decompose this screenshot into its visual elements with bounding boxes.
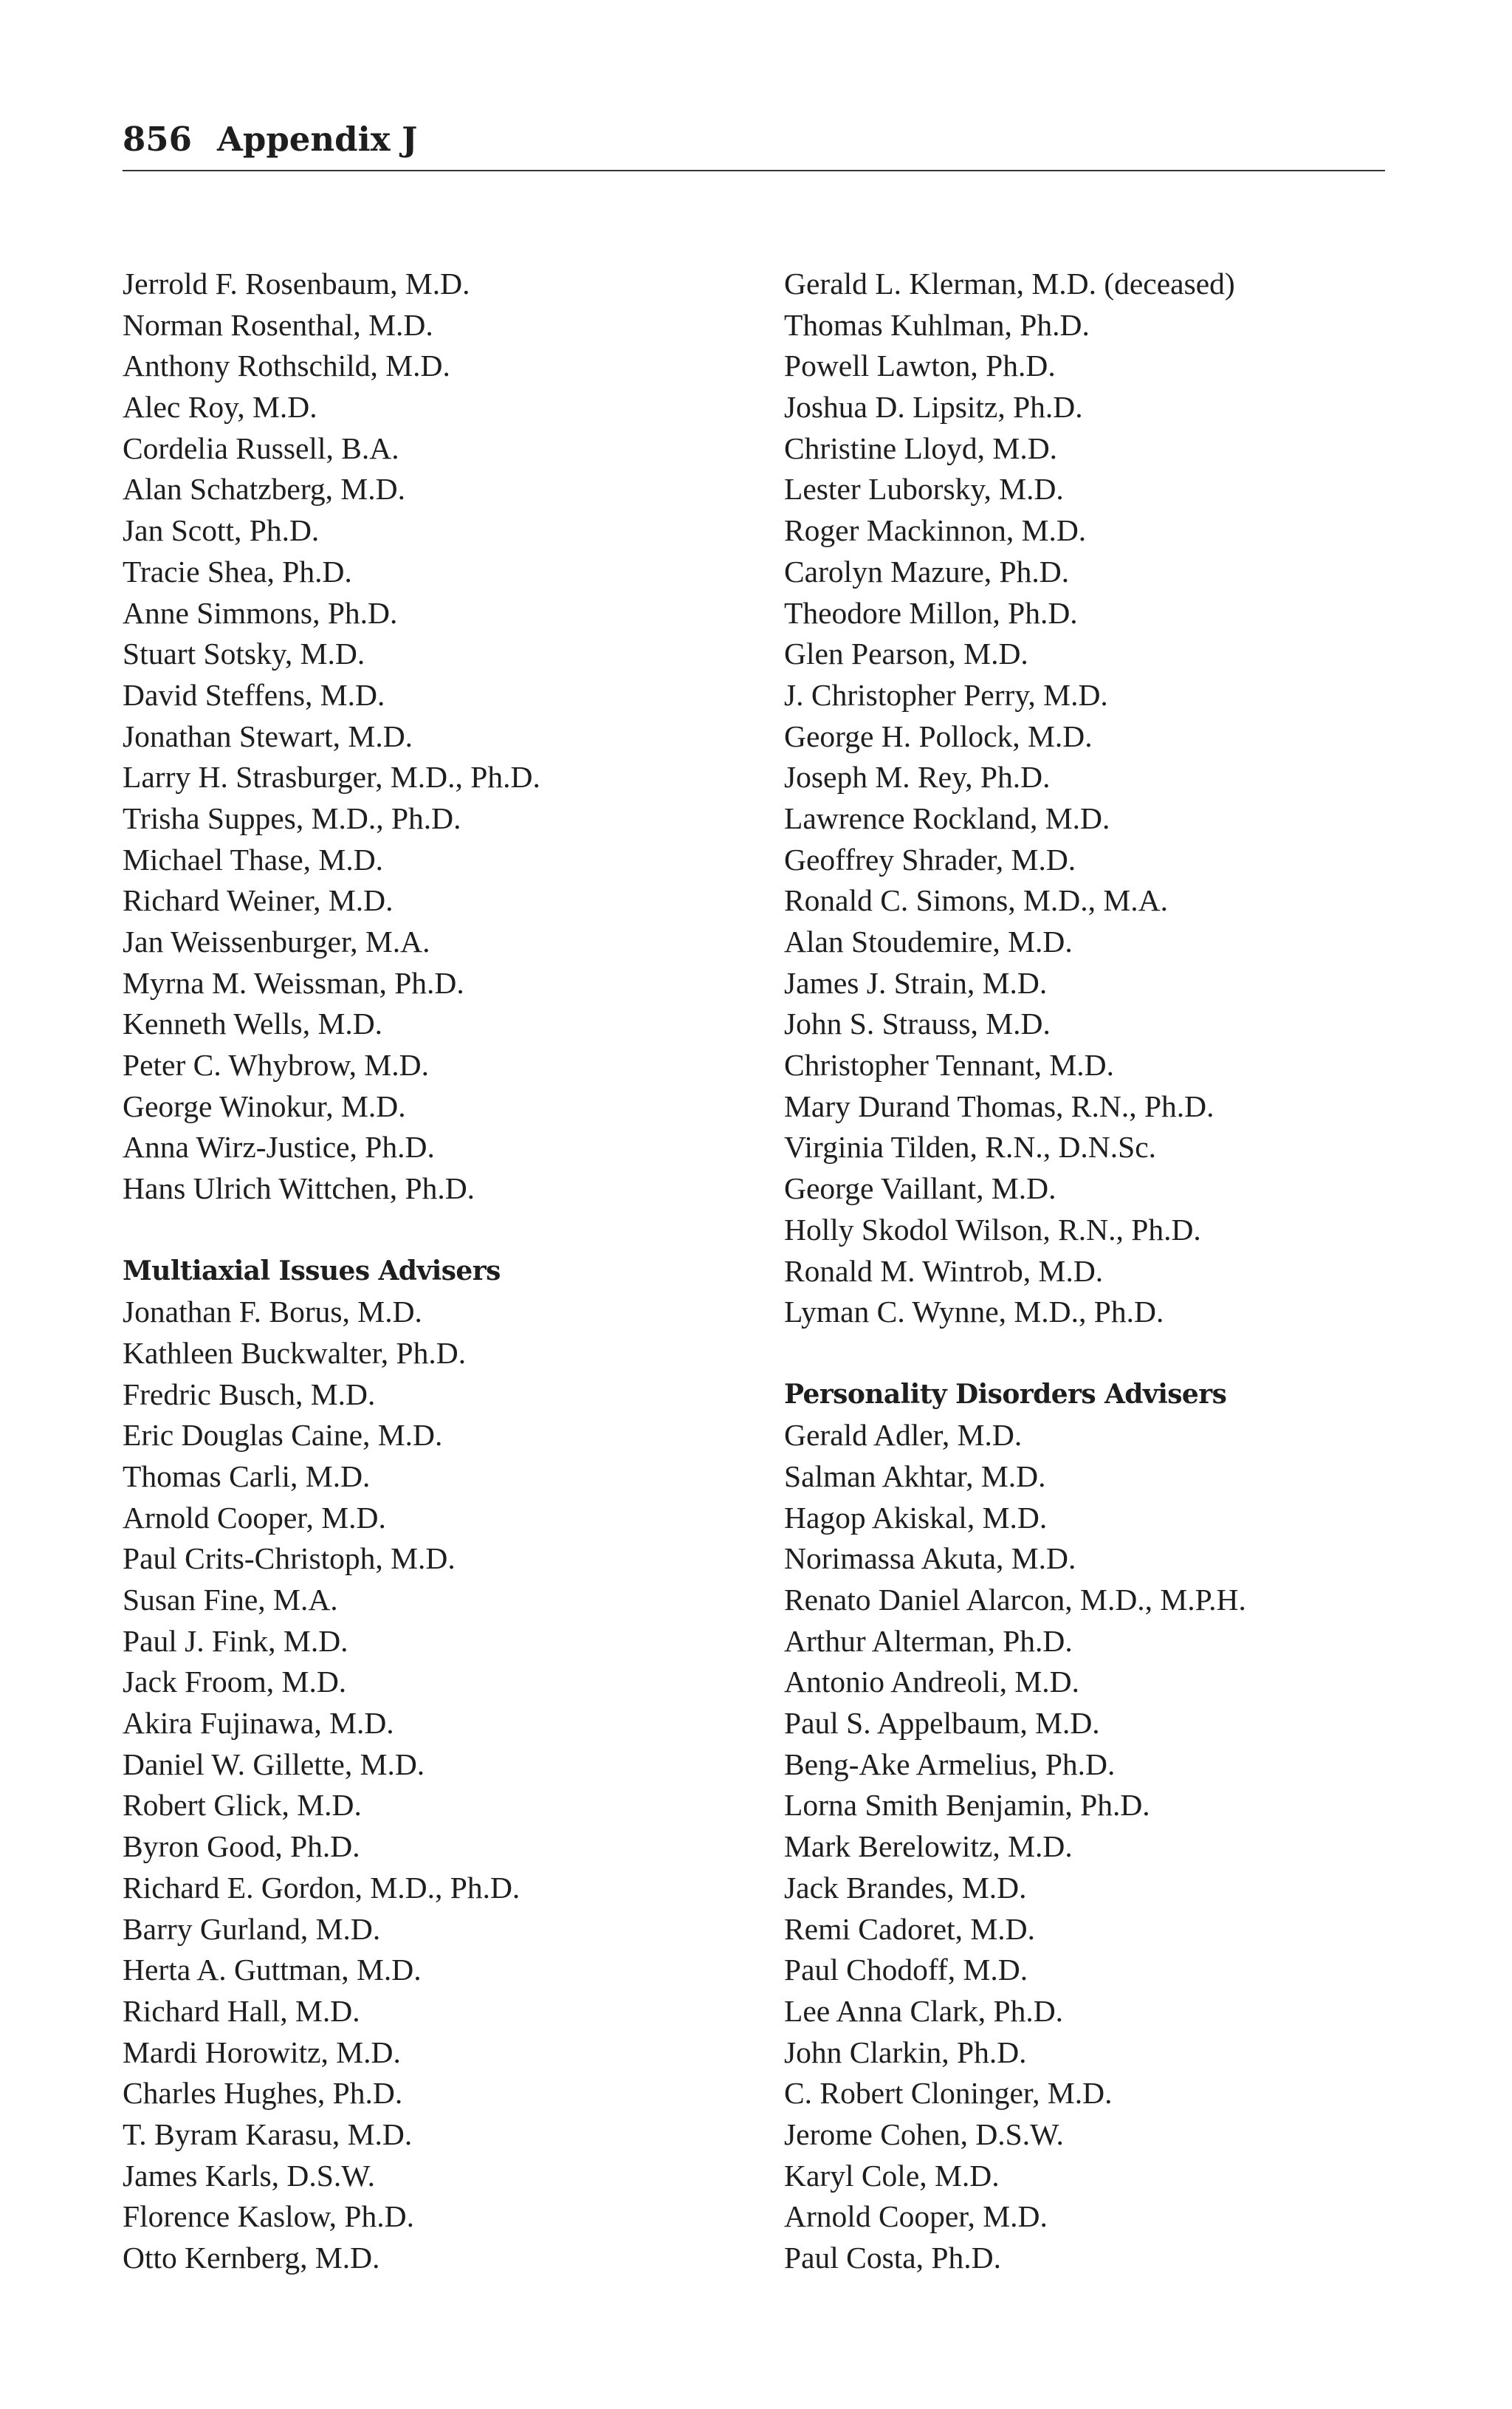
adviser-name: George Winokur, M.D. bbox=[123, 1089, 406, 1123]
adviser-name: Byron Good, Ph.D. bbox=[123, 1829, 360, 1864]
adviser-name: Anne Simmons, Ph.D. bbox=[123, 595, 398, 630]
adviser-name: Herta A. Guttman, M.D. bbox=[123, 1953, 422, 1987]
adviser-name: Arthur Alterman, Ph.D. bbox=[784, 1623, 1073, 1658]
adviser-name: James Karls, D.S.W. bbox=[123, 2158, 375, 2193]
adviser-name: Anthony Rothschild, M.D. bbox=[123, 349, 450, 383]
adviser-name: Glen Pearson, M.D. bbox=[784, 637, 1028, 671]
adviser-name: Paul Costa, Ph.D. bbox=[784, 2241, 1001, 2275]
header-rule bbox=[123, 170, 1385, 171]
adviser-name: Remi Cadoret, M.D. bbox=[784, 1911, 1036, 1946]
adviser-name: Paul Chodoff, M.D. bbox=[784, 1953, 1028, 1987]
adviser-name: John Clarkin, Ph.D. bbox=[784, 2035, 1027, 2069]
adviser-name: Geoffrey Shrader, M.D. bbox=[784, 842, 1076, 877]
adviser-name: John S. Strauss, M.D. bbox=[784, 1007, 1051, 1041]
adviser-name: Jan Scott, Ph.D. bbox=[123, 513, 320, 548]
adviser-name: Anna Wirz-Justice, Ph.D. bbox=[123, 1130, 435, 1165]
adviser-name: Gerald Adler, M.D. bbox=[784, 1418, 1023, 1453]
adviser-name: Alan Stoudemire, M.D. bbox=[784, 925, 1073, 959]
adviser-name: Norimassa Akuta, M.D. bbox=[784, 1541, 1076, 1576]
adviser-name: Eric Douglas Caine, M.D. bbox=[123, 1418, 443, 1453]
adviser-name: Cordelia Russell, B.A. bbox=[123, 431, 399, 465]
adviser-name: Richard Hall, M.D. bbox=[123, 1993, 360, 2028]
adviser-name: Lester Luborsky, M.D. bbox=[784, 472, 1064, 507]
adviser-name: Trisha Suppes, M.D., Ph.D. bbox=[123, 801, 461, 835]
adviser-name: Ronald M. Wintrob, M.D. bbox=[784, 1253, 1104, 1288]
adviser-name: Theodore Millon, Ph.D. bbox=[784, 595, 1078, 630]
adviser-name: T. Byram Karasu, M.D. bbox=[123, 2117, 413, 2151]
adviser-name: Salman Akhtar, M.D. bbox=[784, 1459, 1046, 1493]
adviser-name: Paul J. Fink, M.D. bbox=[123, 1623, 348, 1658]
adviser-name: Peter C. Whybrow, M.D. bbox=[123, 1048, 429, 1083]
adviser-name: Susan Fine, M.A. bbox=[123, 1583, 338, 1617]
adviser-name: Lawrence Rockland, M.D. bbox=[784, 801, 1110, 835]
adviser-name: Paul Crits-Christoph, M.D. bbox=[123, 1541, 456, 1576]
adviser-name: Jonathan F. Borus, M.D. bbox=[123, 1295, 422, 1329]
adviser-name: Stuart Sotsky, M.D. bbox=[123, 637, 365, 671]
adviser-name: Beng-Ake Armelius, Ph.D. bbox=[784, 1747, 1116, 1781]
adviser-name: Joshua D. Lipsitz, Ph.D. bbox=[784, 390, 1083, 425]
adviser-name: Lyman C. Wynne, M.D., Ph.D. bbox=[784, 1295, 1164, 1329]
adviser-name: Otto Kernberg, M.D. bbox=[123, 2241, 380, 2275]
adviser-name: Hagop Akiskal, M.D. bbox=[784, 1500, 1048, 1535]
adviser-name: Antonio Andreoli, M.D. bbox=[784, 1665, 1080, 1699]
section-gap bbox=[123, 1210, 757, 1251]
section-gap bbox=[784, 1333, 1404, 1374]
adviser-name: Thomas Carli, M.D. bbox=[123, 1459, 371, 1493]
running-title: Appendix J bbox=[216, 120, 418, 159]
adviser-name: Jerome Cohen, D.S.W. bbox=[784, 2117, 1064, 2151]
adviser-name: Jan Weissenburger, M.A. bbox=[123, 925, 430, 959]
adviser-name: Myrna M. Weissman, Ph.D. bbox=[123, 965, 464, 1000]
adviser-name: Alec Roy, M.D. bbox=[123, 390, 317, 425]
adviser-name: Charles Hughes, Ph.D. bbox=[123, 2076, 403, 2111]
right-column bbox=[784, 264, 1404, 2279]
adviser-name: Florence Kaslow, Ph.D. bbox=[123, 2199, 414, 2234]
adviser-name: Carolyn Mazure, Ph.D. bbox=[784, 554, 1070, 589]
section-heading: Personality Disorders Advisers bbox=[784, 1378, 1227, 1410]
adviser-name: Kenneth Wells, M.D. bbox=[123, 1007, 383, 1041]
adviser-name: Hans Ulrich Wittchen, Ph.D. bbox=[123, 1171, 475, 1206]
adviser-name: David Steffens, M.D. bbox=[123, 677, 385, 712]
adviser-name: Michael Thase, M.D. bbox=[123, 842, 384, 877]
adviser-name: Christopher Tennant, M.D. bbox=[784, 1048, 1115, 1083]
adviser-name: Mark Berelowitz, M.D. bbox=[784, 1829, 1073, 1864]
adviser-name: George Vaillant, M.D. bbox=[784, 1171, 1056, 1206]
page-number: 856 bbox=[123, 120, 192, 159]
adviser-name: Jack Brandes, M.D. bbox=[784, 1870, 1027, 1905]
adviser-name: Richard Weiner, M.D. bbox=[123, 883, 394, 918]
section-heading: Multiaxial Issues Advisers bbox=[123, 1255, 501, 1286]
adviser-name: Tracie Shea, Ph.D. bbox=[123, 554, 352, 589]
adviser-name: Joseph M. Rey, Ph.D. bbox=[784, 760, 1051, 795]
adviser-name: C. Robert Cloninger, M.D. bbox=[784, 2076, 1113, 2111]
adviser-name: Lee Anna Clark, Ph.D. bbox=[784, 1993, 1064, 2028]
adviser-name: Mardi Horowitz, M.D. bbox=[123, 2035, 401, 2069]
adviser-name: Holly Skodol Wilson, R.N., Ph.D. bbox=[784, 1212, 1201, 1247]
adviser-name: George H. Pollock, M.D. bbox=[784, 719, 1093, 753]
adviser-name: Lorna Smith Benjamin, Ph.D. bbox=[784, 1788, 1150, 1823]
adviser-name: Karyl Cole, M.D. bbox=[784, 2158, 1000, 2193]
adviser-name: Alan Schatzberg, M.D. bbox=[123, 472, 406, 507]
adviser-name: Gerald L. Klerman, M.D. (deceased) bbox=[784, 267, 1235, 301]
adviser-name: Arnold Cooper, M.D. bbox=[123, 1500, 386, 1535]
adviser-name: Norman Rosenthal, M.D. bbox=[123, 307, 433, 342]
adviser-name: Akira Fujinawa, M.D. bbox=[123, 1706, 394, 1741]
adviser-name: Richard E. Gordon, M.D., Ph.D. bbox=[123, 1870, 520, 1905]
adviser-name: Robert Glick, M.D. bbox=[123, 1788, 362, 1823]
adviser-name: Jonathan Stewart, M.D. bbox=[123, 719, 413, 753]
adviser-name: Renato Daniel Alarcon, M.D., M.P.H. bbox=[784, 1583, 1246, 1617]
left-column bbox=[123, 264, 757, 2279]
adviser-name: Jerrold F. Rosenbaum, M.D. bbox=[123, 267, 470, 301]
adviser-name: Mary Durand Thomas, R.N., Ph.D. bbox=[784, 1089, 1214, 1123]
adviser-name: Virginia Tilden, R.N., D.N.Sc. bbox=[784, 1130, 1157, 1165]
adviser-name: Arnold Cooper, M.D. bbox=[784, 2199, 1048, 2234]
adviser-name: Ronald C. Simons, M.D., M.A. bbox=[784, 883, 1168, 918]
adviser-name: Daniel W. Gillette, M.D. bbox=[123, 1747, 425, 1781]
adviser-name: Thomas Kuhlman, Ph.D. bbox=[784, 307, 1090, 342]
adviser-name: Fredric Busch, M.D. bbox=[123, 1377, 376, 1411]
adviser-name: Jack Froom, M.D. bbox=[123, 1665, 347, 1699]
adviser-name: James J. Strain, M.D. bbox=[784, 965, 1048, 1000]
page-header bbox=[123, 117, 1385, 168]
adviser-name: Powell Lawton, Ph.D. bbox=[784, 349, 1056, 383]
adviser-name: Barry Gurland, M.D. bbox=[123, 1911, 381, 1946]
adviser-name: Roger Mackinnon, M.D. bbox=[784, 513, 1087, 548]
adviser-name: Larry H. Strasburger, M.D., Ph.D. bbox=[123, 760, 540, 795]
adviser-name: J. Christopher Perry, M.D. bbox=[784, 677, 1108, 712]
adviser-name: Christine Lloyd, M.D. bbox=[784, 431, 1058, 465]
adviser-name: Kathleen Buckwalter, Ph.D. bbox=[123, 1335, 467, 1370]
adviser-name: Paul S. Appelbaum, M.D. bbox=[784, 1706, 1100, 1741]
